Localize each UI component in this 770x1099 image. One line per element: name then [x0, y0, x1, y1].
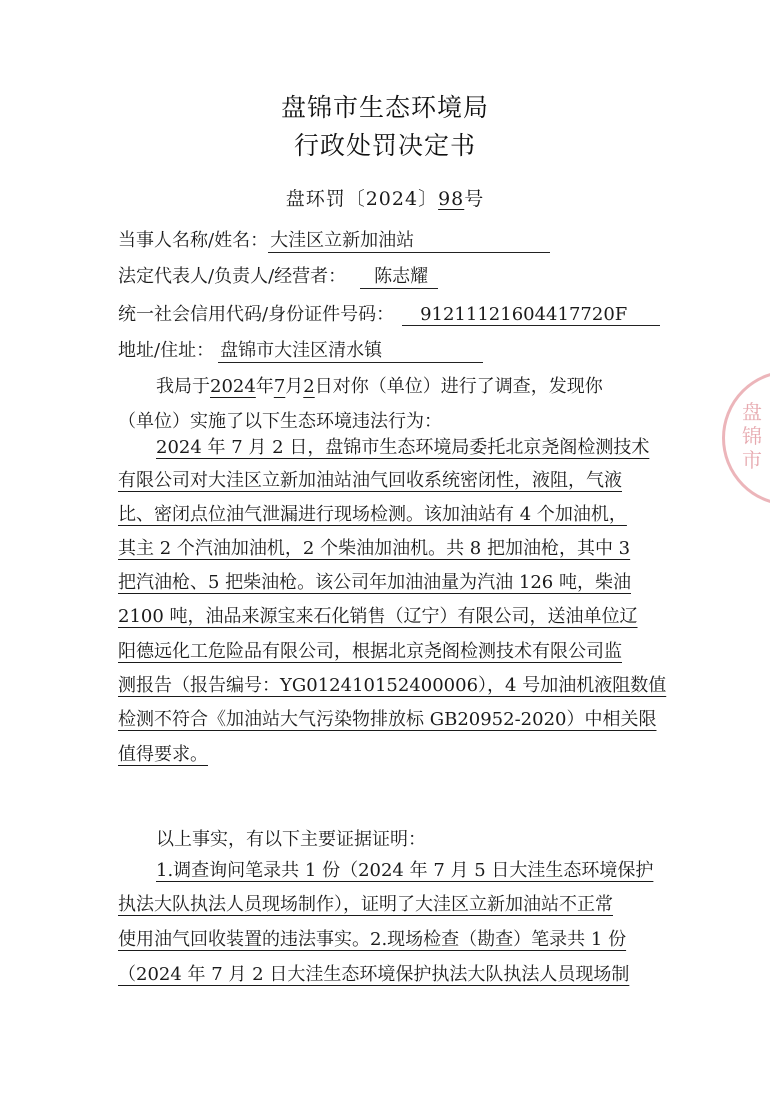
- intro-line-1: 我局于2024年7月2日对你（单位）进行了调查，发现你: [156, 376, 603, 397]
- evidence-line: （2024 年 7 月 2 日大洼生态环境保护执法大队执法人员现场制: [118, 964, 630, 985]
- violation-line: 值得要求。: [118, 744, 208, 765]
- evidence-line: 执法大队执法人员现场制作），证明了大洼区立新加油站不正常: [118, 894, 613, 915]
- violation-line: 2100 吨，油品来源宝来石化销售（辽宁）有限公司，送油单位辽: [118, 606, 638, 627]
- evidence-line: 1.调查询问笔录共 1 份（2024 年 7 月 5 日大洼生态环境保护: [156, 860, 654, 881]
- violation-line: 检测不符合《加油站大气污染物排放标 GB20952-2020）中相关限: [118, 709, 657, 730]
- intro-line-2: （单位）实施了以下生态环境违法行为：: [118, 411, 442, 432]
- doc-no-prefix: 盘环罚〔2024〕: [285, 188, 439, 210]
- address-value: 盘锦市大洼区清水镇: [218, 336, 483, 363]
- violation-line: 把汽油枪、5 把柴油枪。该公司年加油油量为汽油 126 吨，柴油: [118, 572, 631, 593]
- doc-no-suffix: 号: [464, 188, 485, 210]
- agency-title: 盘锦市生态环境局: [280, 93, 489, 122]
- violation-line: 有限公司对大洼区立新加油站油气回收系统密闭性，液阻，气液: [118, 470, 622, 491]
- investigation-year: 2024: [210, 376, 256, 397]
- party-name-field: [118, 226, 550, 253]
- credit-code-label: 统一社会信用代码/身份证件号码：: [118, 304, 395, 325]
- address-label: 地址/住址：: [118, 340, 215, 361]
- doc-no-number: 98: [438, 188, 465, 210]
- legal-representative-field: [118, 262, 438, 289]
- document-type-title: 行政处罚决定书: [293, 131, 476, 160]
- party-name-label: 当事人名称/姓名：: [118, 230, 269, 251]
- document-number: [0, 184, 770, 211]
- violation-line: 测报告（报告编号：YG012410152400006），4 号加油机液阻数值: [118, 675, 667, 696]
- investigation-month: 7: [273, 376, 286, 397]
- violation-line: 其主 2 个汽油加油机，2 个柴油加油机。共 8 把加油枪，其中 3: [118, 538, 631, 559]
- legal-representative-label: 法定代表人/负责人/经营者：: [118, 266, 347, 287]
- address-field: [118, 336, 483, 363]
- investigation-day: 2: [303, 376, 315, 397]
- party-name-value: 大洼区立新加油站: [268, 226, 550, 253]
- official-seal-text: 盘锦市: [742, 400, 762, 472]
- credit-code-field: [118, 300, 660, 326]
- violation-line: 2024 年 7 月 2 日，盘锦市生态环境局委托北京尧阁检测技术: [156, 437, 650, 458]
- evidence-line: 使用油气回收装置的违法事实。2.现场检查（勘查）笔录共 1 份: [118, 929, 627, 950]
- violation-line: 阳德远化工危险品有限公司，根据北京尧阁检测技术有限公司监: [118, 641, 622, 662]
- evidence-intro: 以上事实，有以下主要证据证明：: [156, 829, 426, 850]
- legal-representative-value: 陈志耀: [360, 262, 438, 289]
- credit-code-value: 91211121604417720F: [402, 304, 660, 326]
- violation-line: 比、密闭点位油气泄漏进行现场检测。该加油站有 4 个加油机，: [118, 504, 627, 525]
